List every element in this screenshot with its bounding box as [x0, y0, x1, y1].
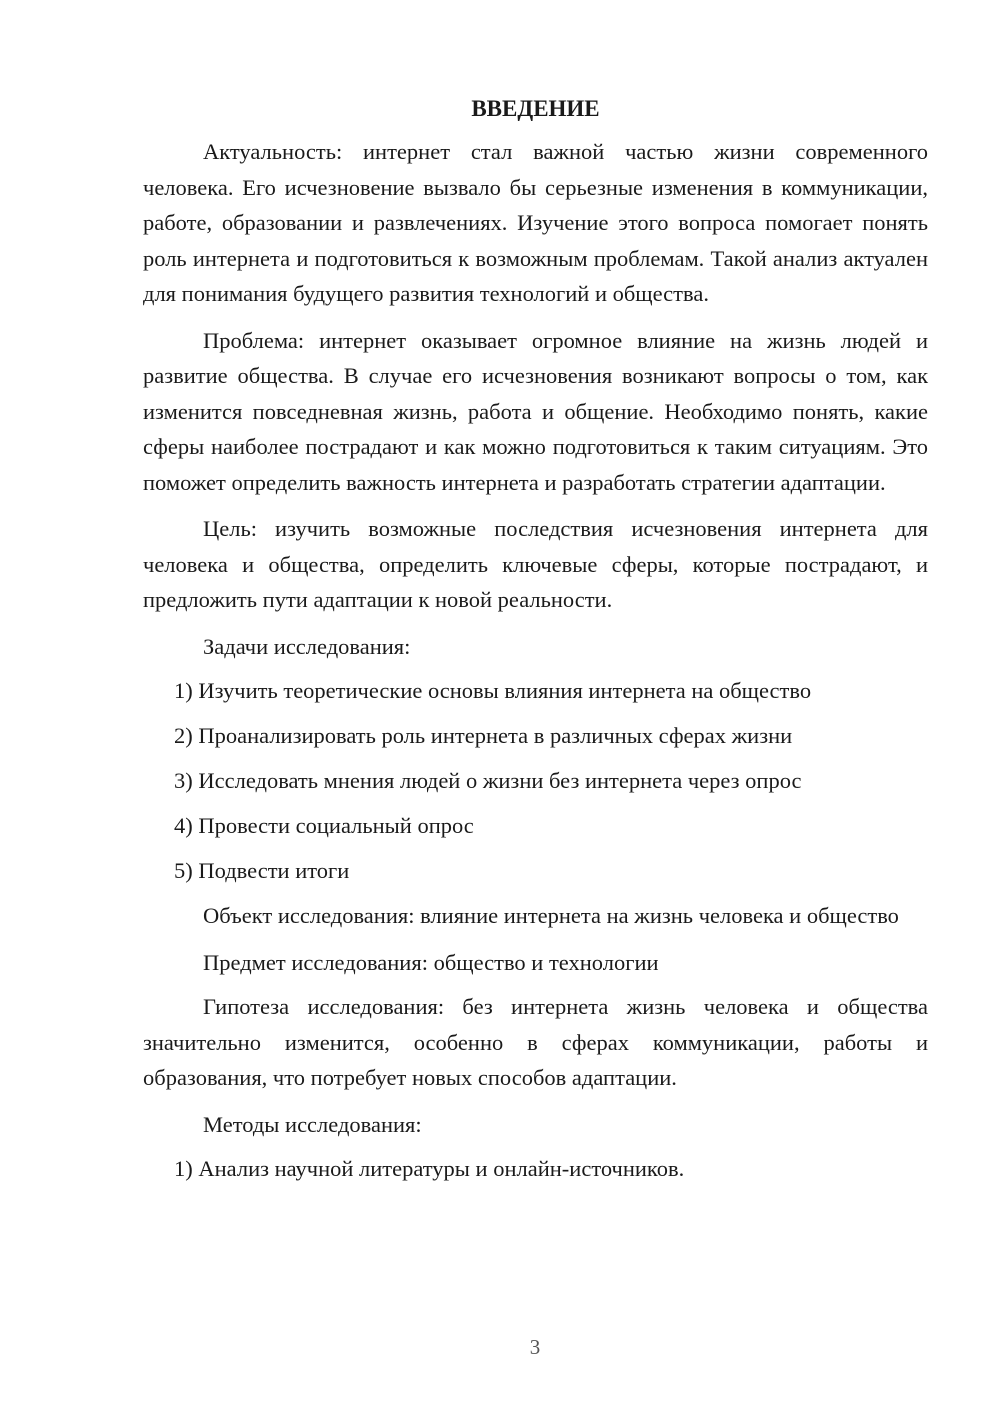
- tasks-heading: Задачи исследования:: [203, 633, 411, 659]
- methods-list: [143, 1151, 928, 1187]
- paragraph-object: Объект исследования: влияние интернета на жизнь человека и общество: [203, 903, 899, 929]
- list-item: 4) Провести социальный опрос: [174, 813, 474, 839]
- list-item: 1) Изучить теоретические основы влияния интернета на общество: [174, 678, 812, 703]
- paragraph-relevance: Актуальность: интернет стал важной частью жизни современного человека. Его исчезновение вызвало бы серьезные изменения в коммуникации, работе, образовании и развлечениях. Изучение этого вопроса помогает понять роль интернета и подготовиться к возможным проблемам. Такой анализ актуален для понимания будущего развития технологий и общества.: [143, 139, 928, 306]
- list-item: 5) Подвести итоги: [174, 858, 350, 884]
- paragraph-subject: Предмет исследования: общество и технологии: [203, 949, 659, 975]
- paragraph-hypothesis: Гипотеза исследования: без интернета жизнь человека и общества значительно изменится, особенно в сферах коммуникации, работы и образования, что потребует новых способов адаптации.: [143, 994, 928, 1091]
- list-item: 3) Исследовать мнения людей о жизни без интернета через опрос: [174, 768, 802, 794]
- list-item: 1) Анализ научной литературы и онлайн-источников.: [174, 1156, 685, 1182]
- page-title: ВВЕДЕНИЕ: [471, 96, 600, 121]
- list-item: 2) Проанализировать роль интернета в различных сферах жизни: [174, 723, 793, 749]
- methods-heading: Методы исследования:: [203, 1111, 422, 1137]
- paragraph-problem: Проблема: интернет оказывает огромное влияние на жизнь людей и развитие общества. В случае его исчезновения возникают вопросы о том, как изменится повседневная жизнь, работа и общение. Необходимо понять, какие сферы наиболее пострадают и как можно подготовиться к таким ситуациям. Это поможет определить важность интернета и разработать стратегии адаптации.: [143, 327, 928, 495]
- page-number: 3: [529, 1335, 541, 1359]
- tasks-list: [143, 673, 928, 889]
- document-page: [143, 94, 928, 1197]
- paragraph-goal: Цель: изучить возможные последствия исчезновения интернета для человека и общества, определить ключевые сферы, которые пострадают, и предложить пути адаптации к новой реальности.: [143, 516, 928, 612]
